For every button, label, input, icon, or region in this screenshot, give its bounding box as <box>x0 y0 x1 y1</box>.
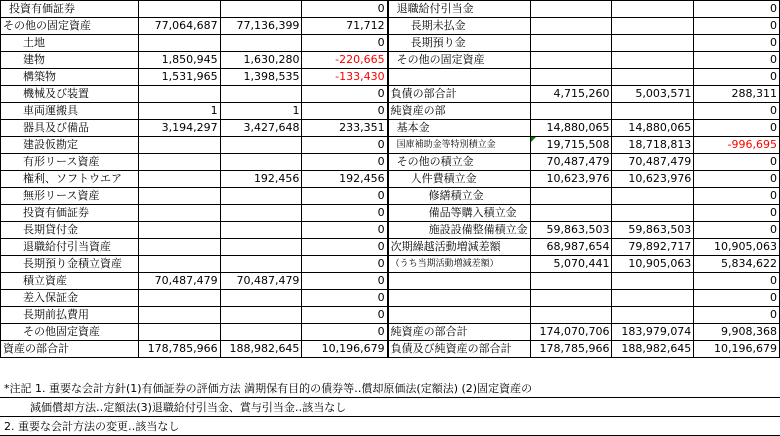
liability-current-amount-cell[interactable] <box>612 1 694 18</box>
sheet-row <box>1 273 780 290</box>
asset-change-amount-cell[interactable]: 0 <box>302 137 388 154</box>
asset-item-label[interactable]: 機械及び装置 <box>1 86 139 103</box>
asset-prior-amount-cell[interactable]: 1,531,965 <box>138 69 220 86</box>
liability-change-amount-cell[interactable]: 0 <box>694 307 780 324</box>
asset-current-amount-cell[interactable]: 1 <box>220 103 302 120</box>
asset-item-label[interactable]: 長期預り金積立資産 <box>1 256 139 273</box>
asset-change-amount-cell[interactable]: 0 <box>302 154 388 171</box>
note-line-2: 減価償却方法‥定額法(3)退職給付引当金、賞与引当金‥該当なし <box>0 398 780 417</box>
liability-current-amount-cell[interactable]: 59,863,503 <box>612 222 694 239</box>
liability-current-amount-cell[interactable] <box>612 290 694 307</box>
sheet-row <box>1 120 780 137</box>
liability-current-amount-cell[interactable] <box>612 103 694 120</box>
liability-current-amount-cell[interactable] <box>612 205 694 222</box>
liability-current-amount-cell[interactable] <box>612 35 694 52</box>
liability-change-amount-cell[interactable]: 0 <box>694 205 780 222</box>
asset-prior-amount-cell[interactable] <box>138 222 220 239</box>
liability-prior-amount-cell[interactable]: 19,715,508 <box>530 137 612 154</box>
asset-prior-amount-cell[interactable]: 3,194,297 <box>138 120 220 137</box>
sheet-row <box>1 1 780 18</box>
liability-prior-amount-cell[interactable]: 178,785,966 <box>530 341 612 358</box>
asset-current-amount-cell[interactable]: 188,982,645 <box>220 341 302 358</box>
asset-change-amount-cell[interactable]: 0 <box>302 205 388 222</box>
sheet-row <box>1 137 780 154</box>
liability-prior-amount-cell[interactable]: 59,863,503 <box>530 222 612 239</box>
liability-prior-amount-cell[interactable] <box>530 35 612 52</box>
asset-prior-amount-cell[interactable]: 70,487,479 <box>138 273 220 290</box>
liability-change-amount-cell[interactable]: 0 <box>694 222 780 239</box>
note-line-3: 2. 重要な会計方法の変更‥該当なし <box>0 417 780 436</box>
liability-item-label[interactable]: 退職給付引当金 <box>388 1 531 18</box>
liability-change-amount-cell[interactable]: 0 <box>694 1 780 18</box>
asset-item-label[interactable]: 有形リース資産 <box>1 154 139 171</box>
liability-item-label[interactable]: 備品等購入積立金 <box>388 205 531 222</box>
asset-prior-amount-cell[interactable]: 77,064,687 <box>138 18 220 35</box>
asset-prior-amount-cell[interactable] <box>138 205 220 222</box>
asset-current-amount-cell[interactable] <box>220 86 302 103</box>
asset-item-label[interactable]: 建設仮勘定 <box>1 137 139 154</box>
asset-prior-amount-cell[interactable] <box>138 188 220 205</box>
asset-prior-amount-cell[interactable]: 1 <box>138 103 220 120</box>
liability-item-label[interactable] <box>388 273 531 290</box>
asset-current-amount-cell[interactable] <box>220 1 302 18</box>
liability-change-amount-cell[interactable]: 9,908,368 <box>694 324 780 341</box>
asset-item-label[interactable]: 長期前払費用 <box>1 307 139 324</box>
liability-prior-amount-cell[interactable]: 5,070,441 <box>530 256 612 273</box>
liability-prior-amount-cell[interactable]: 4,715,260 <box>530 86 612 103</box>
asset-current-amount-cell[interactable] <box>220 239 302 256</box>
liability-prior-amount-cell[interactable] <box>530 273 612 290</box>
liability-current-amount-cell[interactable] <box>612 69 694 86</box>
liability-item-label[interactable]: 人件費積立金 <box>388 171 531 188</box>
notes-section <box>0 379 780 436</box>
asset-prior-amount-cell[interactable] <box>138 154 220 171</box>
liability-item-label[interactable]: 純資産の部合計 <box>388 324 531 341</box>
liability-current-amount-cell[interactable] <box>612 52 694 69</box>
sheet-row <box>1 307 780 324</box>
liability-current-amount-cell[interactable] <box>612 307 694 324</box>
asset-change-amount-cell[interactable]: 0 <box>302 1 388 18</box>
liability-change-amount-cell[interactable]: 0 <box>694 52 780 69</box>
liability-current-amount-cell[interactable] <box>612 18 694 35</box>
liability-prior-amount-cell[interactable]: 10,623,976 <box>530 171 612 188</box>
asset-item-label[interactable]: 建物 <box>1 52 139 69</box>
liability-prior-amount-cell[interactable] <box>530 307 612 324</box>
asset-item-label[interactable]: その他固定資産 <box>1 324 139 341</box>
liability-prior-amount-cell[interactable] <box>530 205 612 222</box>
asset-change-amount-cell[interactable]: 0 <box>302 188 388 205</box>
liability-prior-amount-cell[interactable]: 68,987,654 <box>530 239 612 256</box>
asset-change-amount-cell[interactable]: 0 <box>302 290 388 307</box>
liability-item-label[interactable]: 負債の部合計 <box>388 86 531 103</box>
liability-change-amount-cell[interactable]: -996,695 <box>694 137 780 154</box>
asset-item-label[interactable]: 車両運搬具 <box>1 103 139 120</box>
asset-item-label[interactable]: 構築物 <box>1 69 139 86</box>
liability-current-amount-cell[interactable]: 18,718,813 <box>612 137 694 154</box>
asset-change-amount-cell[interactable]: -220,665 <box>302 52 388 69</box>
note-line-1: *注記 1. 重要な会計方針(1)有価証券の評価方法 満期保有目的の債券等‥償却原価法(定額法) (2)固定資産の <box>0 379 780 398</box>
liability-current-amount-cell[interactable] <box>612 188 694 205</box>
liability-change-amount-cell[interactable]: 0 <box>694 120 780 137</box>
asset-item-label[interactable]: 土地 <box>1 35 139 52</box>
asset-current-amount-cell[interactable] <box>220 290 302 307</box>
asset-current-amount-cell[interactable]: 3,427,648 <box>220 120 302 137</box>
asset-prior-amount-cell[interactable] <box>138 35 220 52</box>
asset-prior-amount-cell[interactable] <box>138 86 220 103</box>
liability-change-amount-cell[interactable]: 0 <box>694 154 780 171</box>
sheet-row <box>1 171 780 188</box>
asset-current-amount-cell[interactable]: 1,630,280 <box>220 52 302 69</box>
liability-item-label[interactable]: 修繕積立金 <box>388 188 531 205</box>
liability-prior-amount-cell[interactable] <box>530 290 612 307</box>
asset-item-label[interactable]: 積立資産 <box>1 273 139 290</box>
asset-item-label[interactable]: 無形リース資産 <box>1 188 139 205</box>
sheet-row <box>1 18 780 35</box>
liability-item-label[interactable] <box>388 307 531 324</box>
asset-item-label[interactable]: 権利、ソフトウエア <box>1 171 139 188</box>
liability-item-label[interactable]: （うち当期活動増減差額） <box>388 256 531 273</box>
liability-change-amount-cell[interactable]: 0 <box>694 103 780 120</box>
asset-prior-amount-cell[interactable] <box>138 239 220 256</box>
liability-current-amount-cell[interactable]: 183,979,074 <box>612 324 694 341</box>
asset-current-amount-cell[interactable]: 77,136,399 <box>220 18 302 35</box>
asset-change-amount-cell[interactable]: 192,456 <box>302 171 388 188</box>
liability-item-label[interactable]: 負債及び純資産の部合計 <box>388 341 531 358</box>
sheet-row <box>1 341 780 358</box>
asset-change-amount-cell[interactable]: 233,351 <box>302 120 388 137</box>
asset-change-amount-cell[interactable]: 0 <box>302 324 388 341</box>
asset-prior-amount-cell[interactable]: 178,785,966 <box>138 341 220 358</box>
sheet-row <box>1 324 780 341</box>
asset-current-amount-cell[interactable] <box>220 205 302 222</box>
sheet-row <box>1 69 780 86</box>
liability-current-amount-cell[interactable]: 10,905,063 <box>612 256 694 273</box>
liability-change-amount-cell[interactable]: 10,196,679 <box>694 341 780 358</box>
asset-item-label[interactable]: 差入保証金 <box>1 290 139 307</box>
sheet-row <box>1 205 780 222</box>
liability-prior-amount-cell[interactable] <box>530 1 612 18</box>
liability-item-label[interactable]: 国庫補助金等特別積立金 <box>388 137 531 154</box>
sheet-row <box>1 222 780 239</box>
asset-item-label[interactable]: 器具及び備品 <box>1 120 139 137</box>
liability-item-label[interactable]: その他の固定資産 <box>388 52 531 69</box>
asset-change-amount-cell[interactable]: 0 <box>302 222 388 239</box>
asset-current-amount-cell[interactable] <box>220 307 302 324</box>
asset-prior-amount-cell[interactable] <box>138 307 220 324</box>
asset-current-amount-cell[interactable] <box>220 256 302 273</box>
asset-change-amount-cell[interactable]: 10,196,679 <box>302 341 388 358</box>
asset-prior-amount-cell[interactable] <box>138 1 220 18</box>
sheet-row <box>1 239 780 256</box>
asset-prior-amount-cell[interactable] <box>138 171 220 188</box>
asset-item-label[interactable]: 投資有価証券 <box>1 205 139 222</box>
liability-current-amount-cell[interactable]: 14,880,065 <box>612 120 694 137</box>
liability-prior-amount-cell[interactable]: 174,070,706 <box>530 324 612 341</box>
asset-item-label[interactable]: 長期貸付金 <box>1 222 139 239</box>
asset-current-amount-cell[interactable]: 1,398,535 <box>220 69 302 86</box>
liability-prior-amount-cell[interactable] <box>530 188 612 205</box>
asset-change-amount-cell[interactable]: 0 <box>302 273 388 290</box>
asset-current-amount-cell[interactable] <box>220 154 302 171</box>
liability-change-amount-cell[interactable]: 5,834,622 <box>694 256 780 273</box>
liability-item-label[interactable]: 次期繰越活動増減差額 <box>388 239 531 256</box>
liability-change-amount-cell[interactable]: 0 <box>694 171 780 188</box>
asset-prior-amount-cell[interactable] <box>138 290 220 307</box>
asset-current-amount-cell[interactable] <box>220 222 302 239</box>
asset-current-amount-cell[interactable] <box>220 35 302 52</box>
liability-item-label[interactable]: 施設設備整備積立金 <box>388 222 531 239</box>
asset-prior-amount-cell[interactable] <box>138 256 220 273</box>
liability-change-amount-cell[interactable]: 0 <box>694 273 780 290</box>
liability-prior-amount-cell[interactable] <box>530 103 612 120</box>
asset-change-amount-cell[interactable]: 0 <box>302 35 388 52</box>
asset-prior-amount-cell[interactable]: 1,850,945 <box>138 52 220 69</box>
asset-current-amount-cell[interactable] <box>220 188 302 205</box>
sheet-row <box>1 52 780 69</box>
liability-change-amount-cell[interactable]: 10,905,063 <box>694 239 780 256</box>
asset-change-amount-cell[interactable]: 0 <box>302 103 388 120</box>
asset-change-amount-cell[interactable]: -133,430 <box>302 69 388 86</box>
liability-change-amount-cell[interactable]: 288,311 <box>694 86 780 103</box>
asset-current-amount-cell[interactable] <box>220 137 302 154</box>
liability-item-label[interactable]: 純資産の部 <box>388 103 531 120</box>
asset-current-amount-cell[interactable]: 70,487,479 <box>220 273 302 290</box>
asset-change-amount-cell[interactable]: 0 <box>302 307 388 324</box>
liability-item-label[interactable] <box>388 290 531 307</box>
liability-change-amount-cell[interactable]: 0 <box>694 69 780 86</box>
asset-change-amount-cell[interactable]: 0 <box>302 256 388 273</box>
sheet-row <box>1 188 780 205</box>
liability-prior-amount-cell[interactable]: 14,880,065 <box>530 120 612 137</box>
liability-current-amount-cell[interactable]: 5,003,571 <box>612 86 694 103</box>
sheet-row <box>1 86 780 103</box>
asset-prior-amount-cell[interactable] <box>138 137 220 154</box>
liability-change-amount-cell[interactable]: 0 <box>694 35 780 52</box>
sheet-row <box>1 256 780 273</box>
liability-prior-amount-cell[interactable] <box>530 69 612 86</box>
liability-current-amount-cell[interactable]: 188,982,645 <box>612 341 694 358</box>
asset-current-amount-cell[interactable] <box>220 324 302 341</box>
liability-item-label[interactable]: 長期未払金 <box>388 18 531 35</box>
asset-item-label[interactable]: その他の固定資産 <box>1 18 139 35</box>
liability-change-amount-cell[interactable]: 0 <box>694 18 780 35</box>
asset-item-label[interactable]: 退職給付引当資産 <box>1 239 139 256</box>
liability-item-label[interactable]: 基本金 <box>388 120 531 137</box>
sheet-row <box>1 103 780 120</box>
asset-prior-amount-cell[interactable] <box>138 324 220 341</box>
liability-current-amount-cell[interactable]: 79,892,717 <box>612 239 694 256</box>
liability-change-amount-cell[interactable]: 0 <box>694 290 780 307</box>
liability-item-label[interactable]: 長期預り金 <box>388 35 531 52</box>
liability-current-amount-cell[interactable] <box>612 273 694 290</box>
liability-prior-amount-cell[interactable]: 70,487,479 <box>530 154 612 171</box>
sheet-row <box>1 290 780 307</box>
asset-current-amount-cell[interactable]: 192,456 <box>220 171 302 188</box>
asset-change-amount-cell[interactable]: 0 <box>302 239 388 256</box>
asset-item-label[interactable]: 投資有価証券 <box>1 1 139 18</box>
liability-item-label[interactable] <box>388 69 531 86</box>
liability-change-amount-cell[interactable]: 0 <box>694 188 780 205</box>
liability-prior-amount-cell[interactable] <box>530 52 612 69</box>
asset-item-label[interactable]: 資産の部合計 <box>1 341 139 358</box>
sheet-row <box>1 35 780 52</box>
liability-prior-amount-cell[interactable] <box>530 18 612 35</box>
asset-change-amount-cell[interactable]: 0 <box>302 86 388 103</box>
liability-current-amount-cell[interactable]: 70,487,479 <box>612 154 694 171</box>
liability-current-amount-cell[interactable]: 10,623,976 <box>612 171 694 188</box>
asset-change-amount-cell[interactable]: 71,712 <box>302 18 388 35</box>
liability-item-label[interactable]: その他の積立金 <box>388 154 531 171</box>
sheet-row <box>1 154 780 171</box>
